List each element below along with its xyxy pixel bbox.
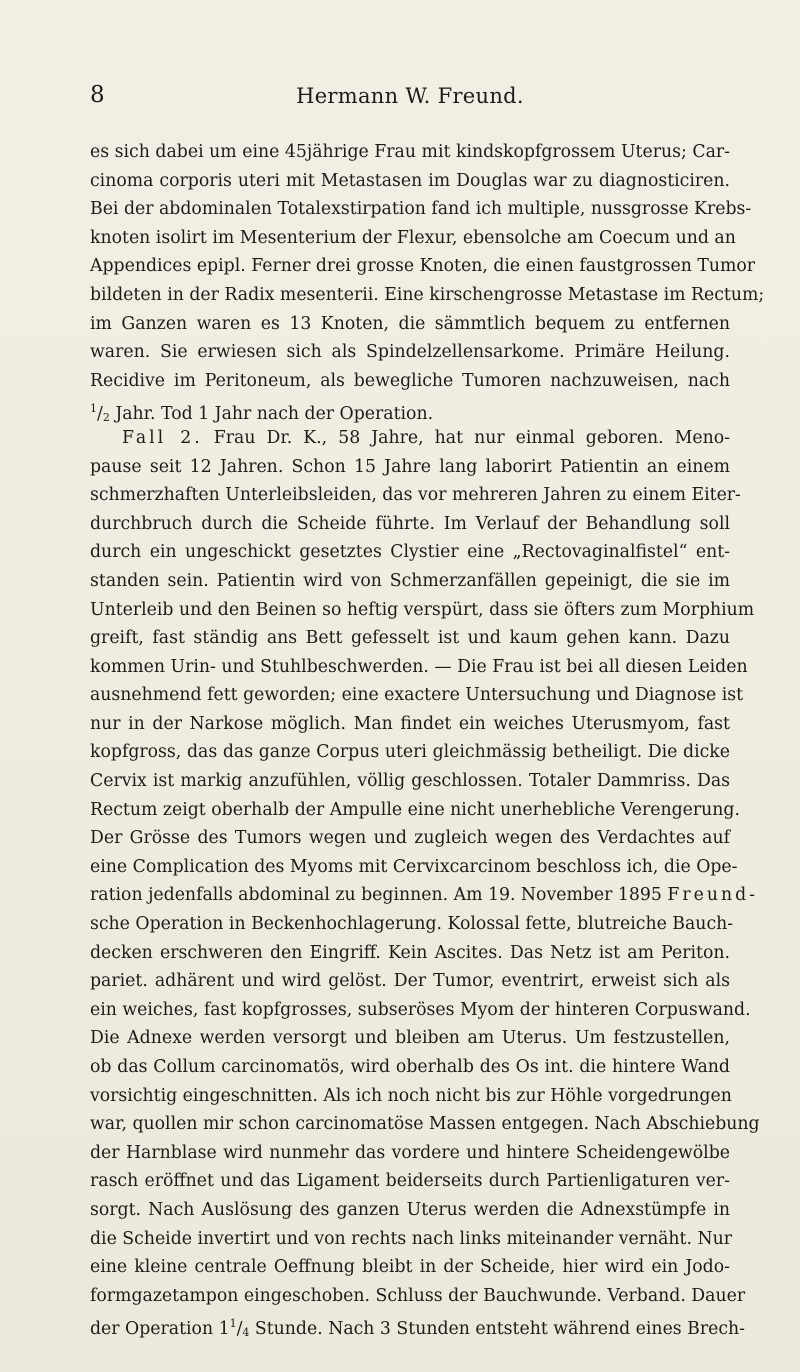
text-run: der Operation 1 xyxy=(90,1319,230,1340)
text-line: durchbruch durch die Scheide führte. Im Verlauf der Behandlung soll xyxy=(90,513,730,534)
text-line: sche Operation in Beckenhochlagerung. Kolossal fette, blutreiche Bauch- xyxy=(90,914,734,935)
text-line: cinoma corporis uteri mit Metastasen im Douglas war zu diagnosticiren. xyxy=(90,170,730,191)
text-line: Recidive im Peritoneum, als bewegliche Tumoren nachzuweisen, nach xyxy=(90,370,730,391)
text-line: eine Complication des Myoms mit Cervixcarcinom beschloss ich, die Ope- xyxy=(90,856,738,877)
text-run: ration jedenfalls abdominal zu beginnen. Am 19. November 1895 xyxy=(90,885,668,906)
paragraph-2-part-a xyxy=(90,453,755,882)
fraction-denominator: 2 xyxy=(102,411,110,425)
text-line xyxy=(90,424,730,453)
text-line: formgazetampon eingeschoben. Schluss der Bauchwunde. Verband. Dauer xyxy=(90,1285,746,1306)
text-line: kopfgross, das das ganze Corpus uteri gleichmässig betheiligt. Die dicke xyxy=(90,742,730,763)
text-line: ein weiches, fast kopfgrosses, subseröses Myom der hinteren Corpuswand. xyxy=(90,999,751,1020)
page-header xyxy=(90,82,730,112)
text-line: Bei der abdominalen Totalexstirpation fand ich multiple, nussgrosse Krebs- xyxy=(90,199,752,220)
text-line: vorsichtig eingeschnitten. Als ich noch nicht bis zur Höhle vorgedrungen xyxy=(90,1085,732,1106)
text-line: der Operation $1^1/4$ Stunde. Nach 3 Stunden entsteht während eines Brech- xyxy=(90,1317,745,1340)
text-line: greift, fast ständig ans Bett gefesselt ist und kaum gehen kann. Dazu xyxy=(90,628,730,649)
text-line: eine kleine centrale Oeffnung bleibt in der Scheide, hier wird ein Jodo- xyxy=(90,1257,730,1278)
text-line: pause seit 12 Jahren. Schon 15 Jahre lang laborirt Patientin an einem xyxy=(90,456,730,477)
running-title: Hermann W. Freund. xyxy=(296,84,524,108)
text-line: knoten isolirt im Mesenterium der Flexur, ebensolche am Coecum und an xyxy=(90,227,736,248)
fraction-numerator: 1 xyxy=(90,402,97,416)
text-run: Stunde. Nach 3 Stunden entsteht während eines Brech- xyxy=(249,1319,745,1340)
text-line: sorgt. Nach Auslösung des ganzen Uterus werden die Adnexstümpfe in xyxy=(90,1199,730,1220)
text-line: ausnehmend fett geworden; eine exactere Untersuchung und Diagnose ist xyxy=(90,685,744,706)
text-line: die Scheide invertirt und von rechts nach links miteinander vernäht. Nur xyxy=(90,1228,733,1249)
text-line: rasch eröffnet und das Ligament beiderseits durch Partienligaturen ver- xyxy=(90,1171,730,1192)
fraction-numerator: 1 xyxy=(229,1317,237,1331)
text-line: standen sein. Patientin wird von Schmerzanfällen gepeinigt, die sie im xyxy=(90,570,730,591)
paragraph-1 xyxy=(90,138,765,395)
text-line: war, quollen mir schon carcinomatöse Massen entgegen. Nach Abschiebung xyxy=(90,1114,760,1135)
text-run: Frau Dr. K., 58 Jahre, hat nur einmal geboren. Meno- xyxy=(202,427,731,448)
surname-spaced: Freund- xyxy=(667,885,758,906)
text-line: der Harnblase wird nunmehr das vordere und hintere Scheidengewölbe xyxy=(90,1142,730,1163)
case-label: Fall 2. xyxy=(122,427,203,448)
paragraph-2-part-b xyxy=(90,910,760,1310)
text-line: pariet. adhärent und wird gelöst. Der Tumor, eventrirt, erweist sich als xyxy=(90,971,730,992)
text-line: Unterleib und den Beinen so heftig verspürt, dass sie öfters zum Morphium xyxy=(90,599,755,620)
text-line: Die Adnexe werden versorgt und bleiben am Uterus. Um festzustellen, xyxy=(90,1028,730,1049)
text-line: kommen Urin- und Stuhlbeschwerden. — Die Frau ist bei all diesen Leiden xyxy=(90,656,748,677)
text-line xyxy=(90,881,758,910)
text-line: nur in der Narkose möglich. Man findet ein weiches Uterusmyom, fast xyxy=(90,713,730,734)
text-run: Jahr. Tod 1 Jahr nach der Operation. xyxy=(109,404,434,425)
text-line: Cervix ist markig anzufühlen, völlig geschlossen. Totaler Dammriss. Das xyxy=(90,771,730,792)
text-line: durch ein ungeschickt gesetztes Clystier eine „Rectovaginalfistel“ ent- xyxy=(90,542,730,563)
body-text xyxy=(90,138,765,1340)
text-line: im Ganzen waren es 13 Knoten, die sämmtlich bequem zu entfernen xyxy=(90,313,730,334)
text-line: waren. Sie erwiesen sich als Spindelzellensarkome. Primäre Heilung. xyxy=(90,342,730,363)
text-line: bildeten in der Radix mesenterii. Eine kirschengrosse Metastase im Rectum; xyxy=(90,284,765,305)
text-line: decken erschweren den Eingriff. Kein Ascites. Das Netz ist am Periton. xyxy=(90,942,730,963)
text-line: $^1$/2 Jahr. Tod 1 Jahr nach der Operation. xyxy=(90,402,434,425)
text-line: Appendices epipl. Ferner drei grosse Knoten, die einen faustgrossen Tumor xyxy=(90,256,756,277)
text-line: Der Grösse des Tumors wegen und zugleich wegen des Verdachtes auf xyxy=(90,828,730,849)
text-line: Rectum zeigt oberhalb der Ampulle eine nicht unerhebliche Verengerung. xyxy=(90,799,740,820)
text-line: ob das Collum carcinomatös, wird oberhalb des Os int. die hintere Wand xyxy=(90,1057,730,1077)
text-line: es sich dabei um eine 45jährige Frau mit kindskopfgrossem Uterus; Car- xyxy=(90,142,730,162)
page-number: 8 xyxy=(90,82,105,108)
text-line: schmerzhaften Unterleibsleiden, das vor mehreren Jahren zu einem Eiter- xyxy=(90,485,741,506)
fraction-denominator: 4 xyxy=(242,1326,250,1340)
